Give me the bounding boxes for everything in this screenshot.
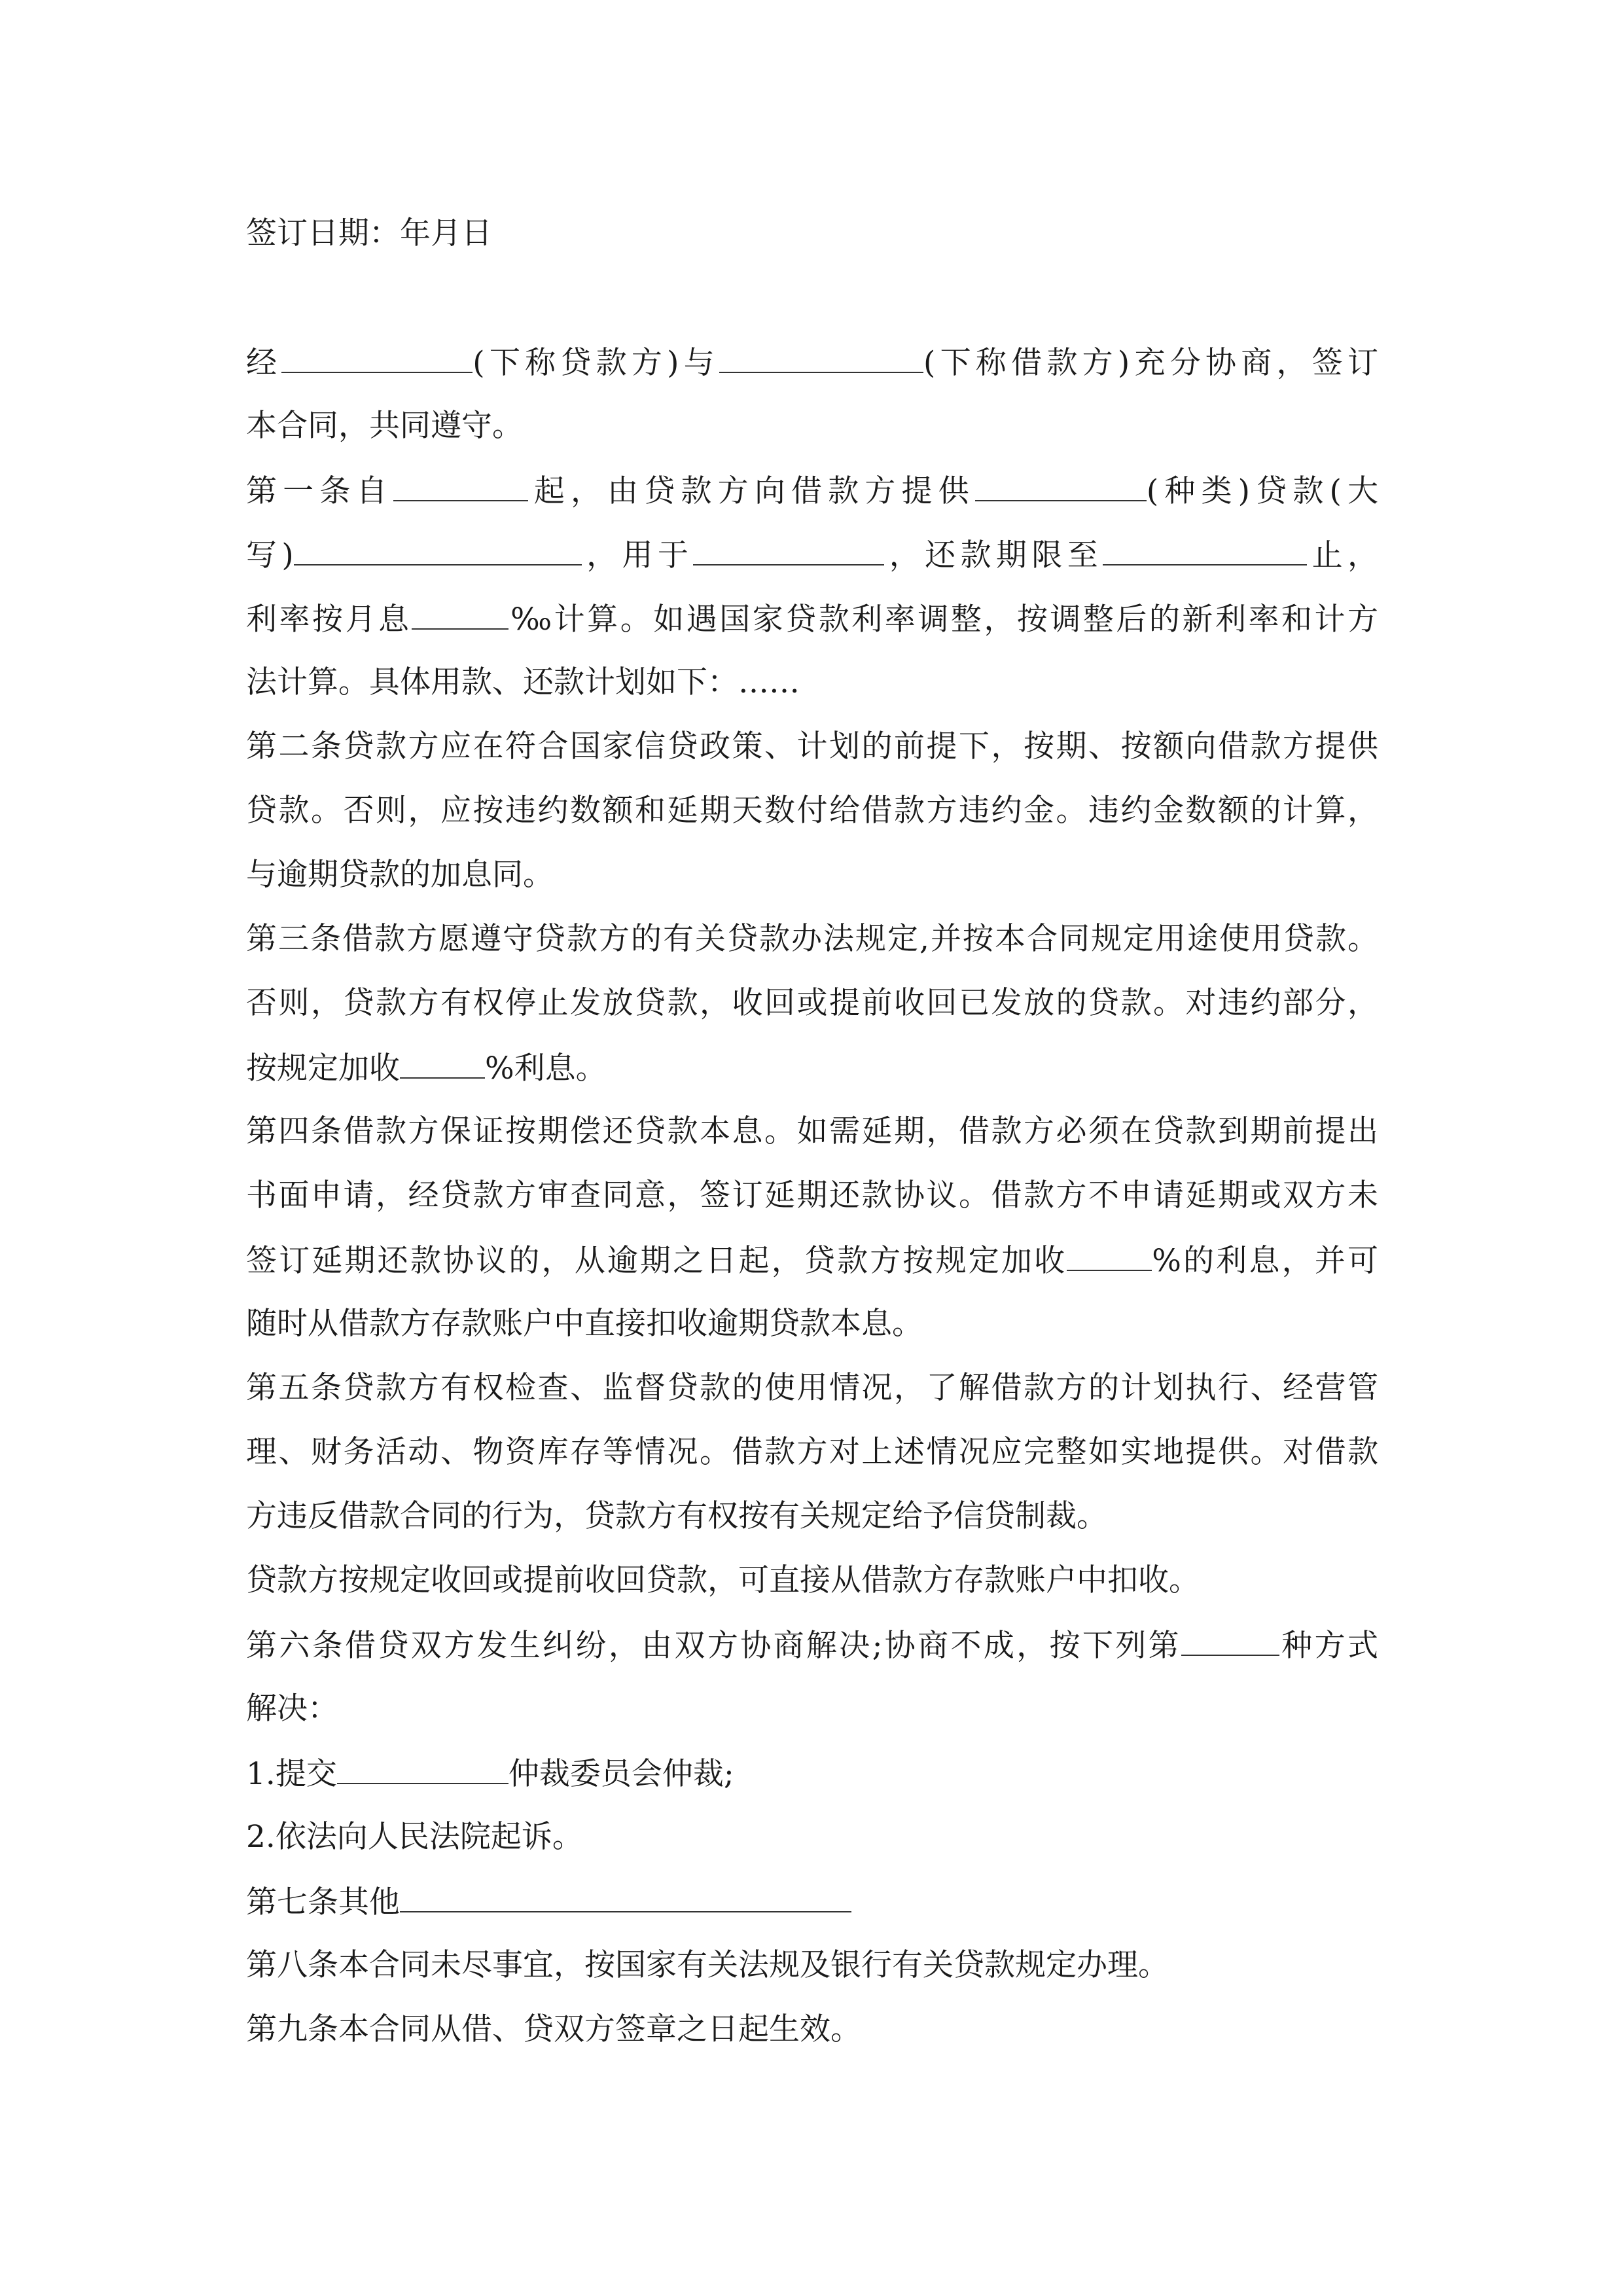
article-8-line-1: 第八条本合同未尽事宜，按国家有关法规及银行有关贷款规定办理。	[246, 1947, 1169, 1983]
start-date-blank[interactable]	[393, 458, 528, 501]
article-6-option-1: 1.提交 仲裁委员会仲裁;	[246, 1741, 1378, 1805]
article-3-line-1: 第三条借款方愿遵守贷款方的有关贷款办法规定,并按本合同规定用途使用贷款。	[246, 921, 1378, 957]
article-9-line-1: 第九条本合同从借、贷双方签章之日起生效。	[246, 2011, 861, 2047]
preamble-line-2: 本合同，共同遵守。	[246, 408, 523, 444]
article-6-option-2: 2.依法向人民法院起诉。	[246, 1819, 583, 1855]
article-3-line-3: 按规定加收 %利息。	[246, 1035, 1378, 1100]
article-6-line-2: 解决：	[246, 1691, 338, 1727]
article-4-line-2: 书面申请，经贷款方审查同意，签订延期还款协议。借款方不申请延期或双方未	[246, 1177, 1378, 1213]
dispute-method-blank[interactable]	[1181, 1613, 1279, 1656]
loan-type-blank[interactable]	[975, 458, 1147, 501]
penalty-rate-blank[interactable]	[400, 1035, 485, 1079]
article-4-line-1: 第四条借款方保证按期偿还贷款本息。如需延期，借款方必须在贷款到期前提出	[246, 1113, 1378, 1149]
borrower-name-blank[interactable]	[719, 330, 923, 373]
article-2-line-2: 贷款。否则，应按违约数额和延期天数付给借款方违约金。违约金数额的计算，	[246, 793, 1378, 829]
article-5-line-4: 贷款方按规定收回或提前收回贷款，可直接从借款方存款账户中扣收。	[246, 1562, 1200, 1598]
preamble-line-1: 经 (下称贷款方)与 (下称借款方)充分协商，签订	[246, 330, 1378, 394]
article-5-line-3: 方违反借款合同的行为，贷款方有权按有关规定给予信贷制裁。	[246, 1498, 1107, 1534]
repayment-deadline-blank[interactable]	[1103, 522, 1307, 565]
article-5-line-2: 理、财务活动、物资库存等情况。借款方对上述情况应完整如实地提供。对借款	[246, 1434, 1378, 1470]
article-2-line-1: 第二条贷款方应在符合国家信贷政策、计划的前提下，按期、按额向借款方提供	[246, 728, 1378, 764]
arbitration-committee-blank[interactable]	[337, 1741, 508, 1784]
article-4-line-4: 随时从借款方存款账户中直接扣收逾期贷款本息。	[246, 1306, 923, 1342]
loan-purpose-blank[interactable]	[693, 522, 884, 565]
article-4-line-3: 签订延期还款协议的，从逾期之日起，贷款方按规定加收 %的利息，并可	[246, 1228, 1378, 1292]
contract-body	[246, 202, 1378, 2062]
monthly-rate-blank[interactable]	[412, 586, 508, 630]
article-1-line-4: 法计算。具体用款、还款计划如下：……	[246, 664, 800, 700]
article-1-line-1: 第一条自 起，由贷款方向借款方提供 (种类)贷款(大	[246, 458, 1378, 522]
article-7-line-1: 第七条其他	[246, 1869, 1378, 1933]
article-1-line-3: 利率按月息 ‰计算。如遇国家贷款利率调整，按调整后的新利率和计方	[246, 586, 1378, 651]
article-2-line-3: 与逾期贷款的加息同。	[246, 857, 554, 893]
amount-in-words-blank[interactable]	[294, 522, 582, 565]
signing-date: 签订日期：年月日	[246, 215, 492, 251]
article-3-line-2: 否则，贷款方有权停止发放贷款，收回或提前收回已发放的贷款。对违约部分，	[246, 985, 1378, 1021]
lender-name-blank[interactable]	[281, 330, 473, 373]
article-5-line-1: 第五条贷款方有权检查、监督贷款的使用情况，了解借款方的计划执行、经营管	[246, 1370, 1378, 1406]
overdue-rate-blank[interactable]	[1067, 1228, 1152, 1271]
article-6-line-1: 第六条借贷双方发生纠纷，由双方协商解决;协商不成，按下列第 种方式	[246, 1613, 1378, 1677]
spacer	[246, 266, 1378, 330]
other-terms-blank[interactable]	[400, 1869, 851, 1912]
article-1-line-2: 写) ，用于 ，还款期限至 止，	[246, 522, 1378, 586]
